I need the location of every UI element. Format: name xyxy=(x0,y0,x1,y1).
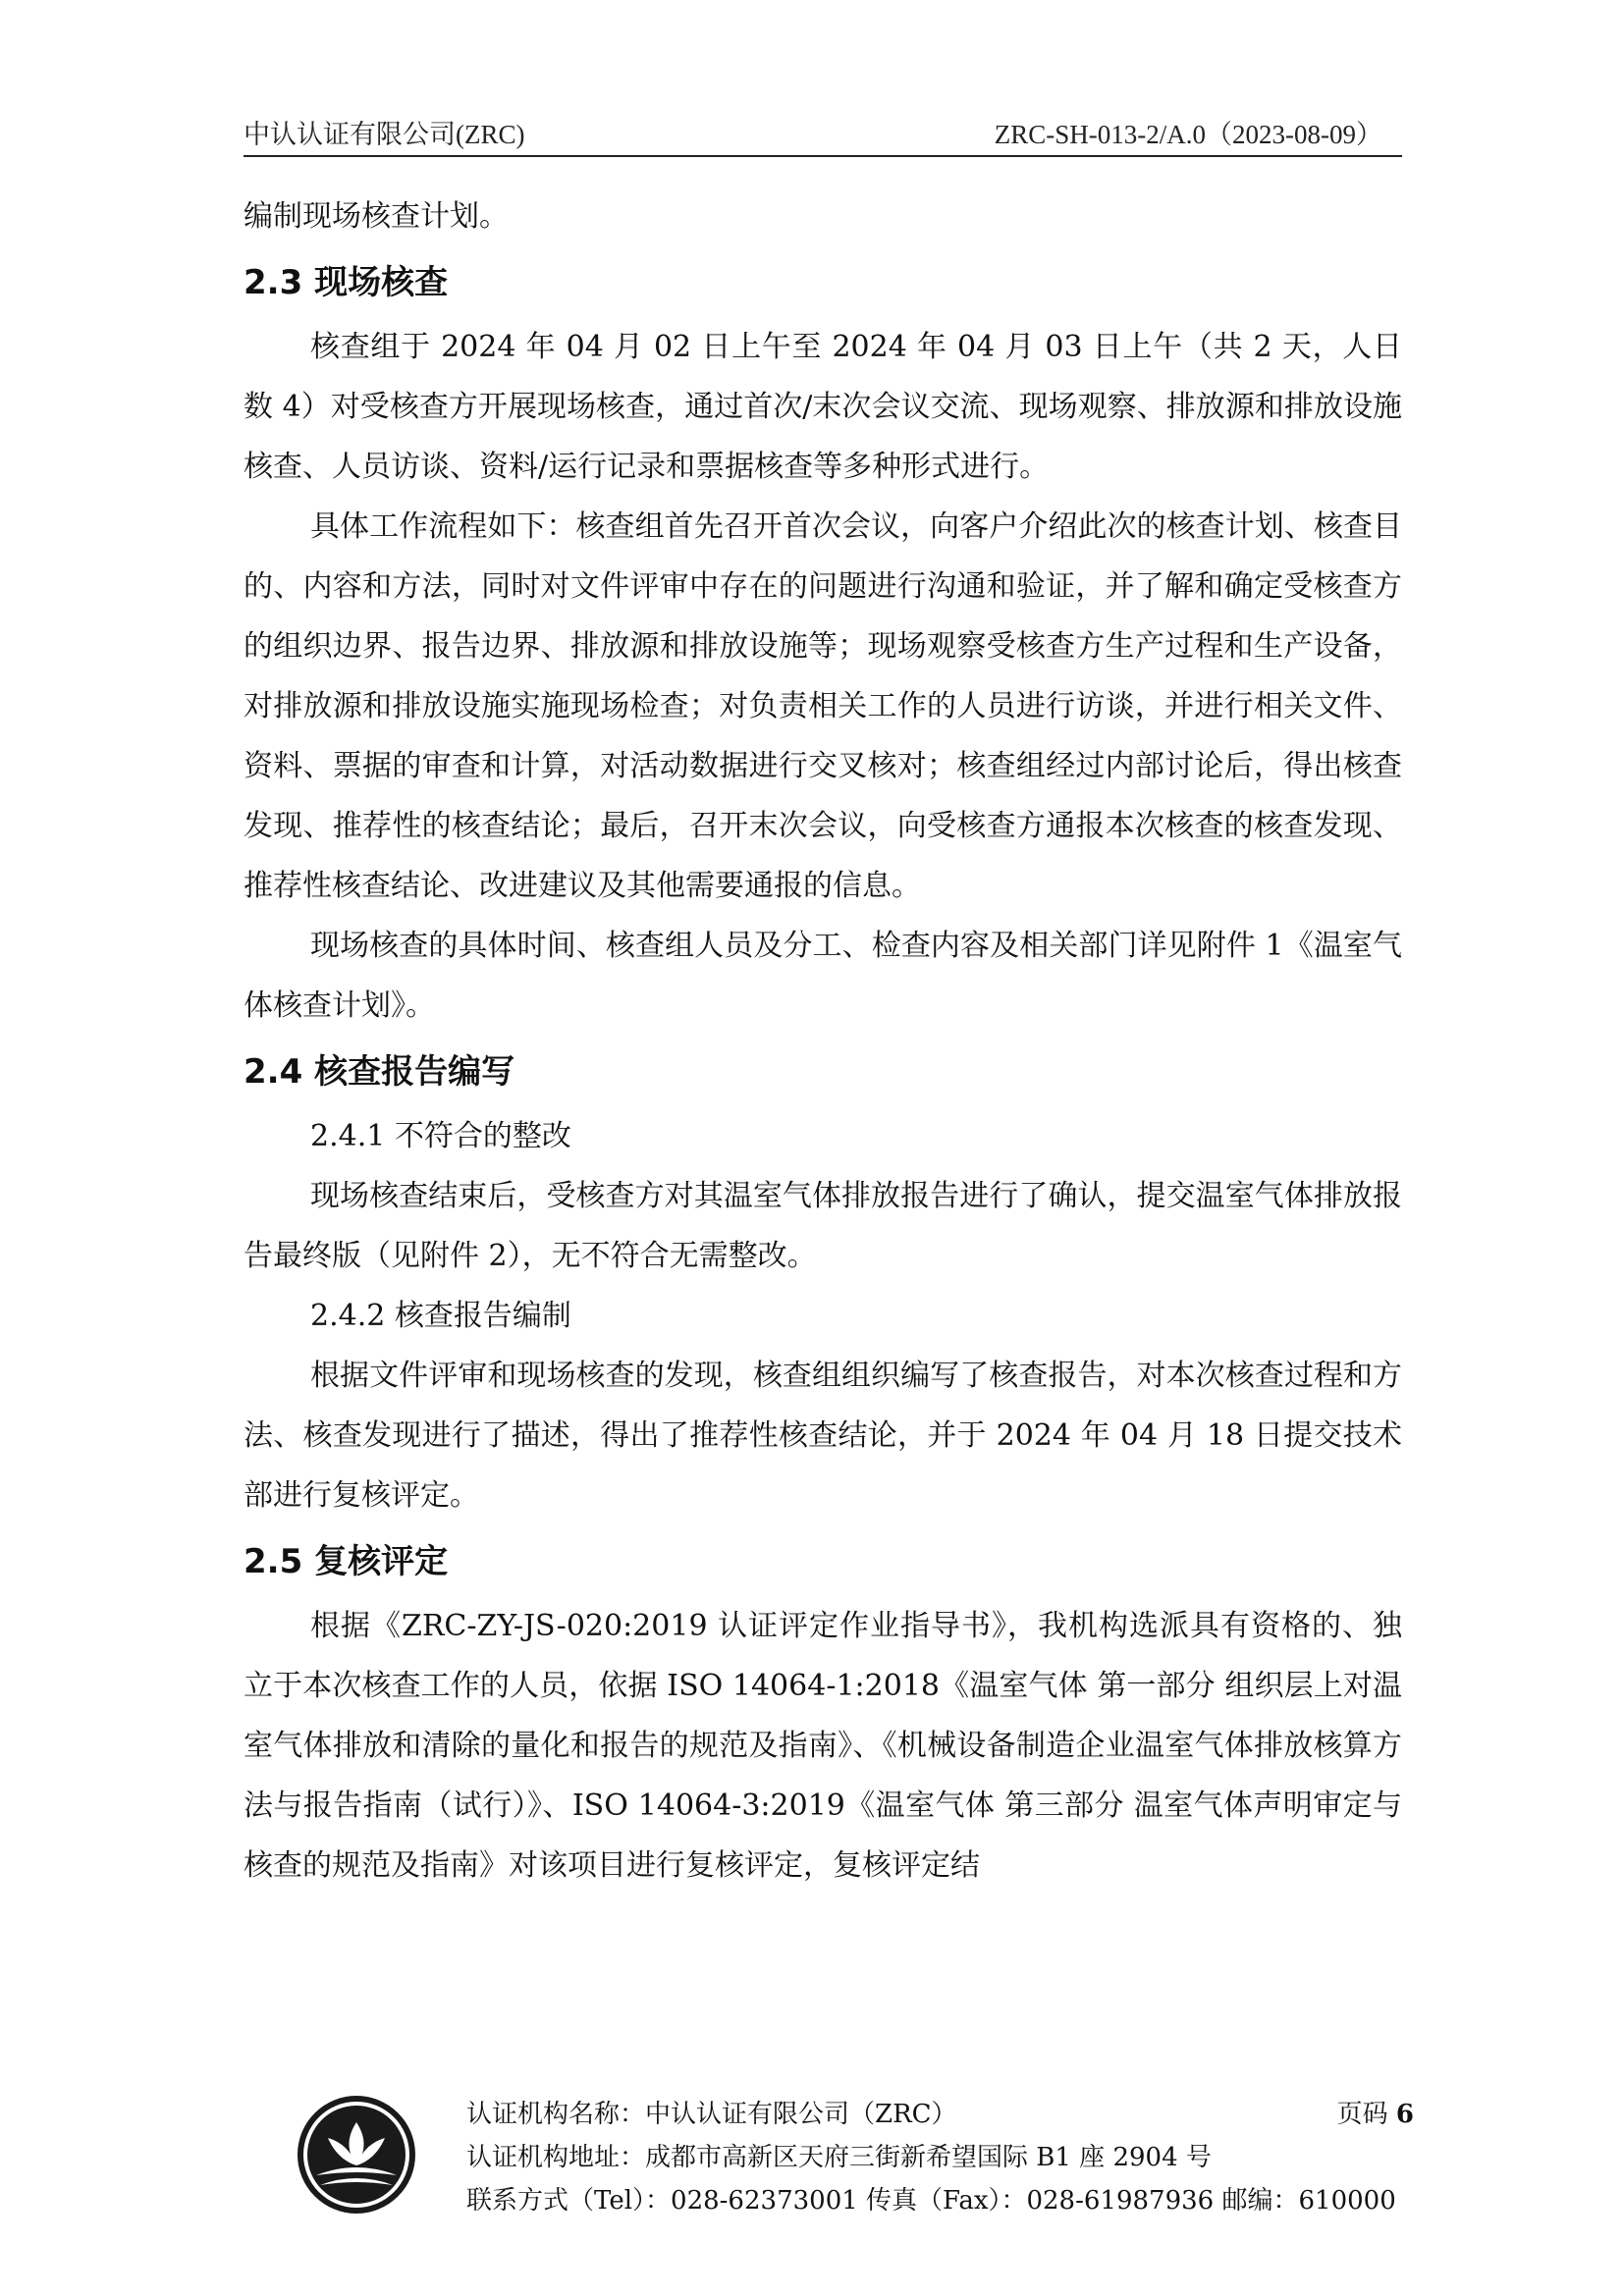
page-number xyxy=(1337,2093,1414,2136)
paragraph-onsite-schedule: 核查组于 2024 年 04 月 02 日上午至 2024 年 04 月 03 日上午（共 2 天，人日数 4）对受核查方开展现场核查，通过首次/末次会议交流、现场观察、排放源和排放设施核查、人员访谈、资料/运行记录和票据核查等多种形式进行。 xyxy=(243,330,1402,484)
paragraph-workflow: 具体工作流程如下：核查组首先召开首次会议，向客户介绍此次的核查计划、核查目的、内容和方法，同时对文件评审中存在的问题进行沟通和验证，并了解和确定受核查方的组织边界、报告边界、排放源和排放设施等；现场观察受核查方生产过程和生产设备，对排放源和排放设施实施现场检查；对负责相关工作的人员进行访谈，并进行相关文件、资料、票据的审查和计算，对活动数据进行交叉核对；核查组经过内部讨论后，得出核查发现、推荐性的核查结论；最后，召开末次会议，向受核查方通报本次核查的核查发现、推荐性核查结论、改进建议及其他需要通报的信息。 xyxy=(243,509,1402,903)
page-footer xyxy=(295,2093,1414,2240)
paragraph-continuation: 编制现场核查计划。 xyxy=(243,199,509,234)
footer-org-address: 认证机构地址：成都市高新区天府三街新希望国际 B1 座 2904 号 xyxy=(466,2143,1212,2172)
footer-org-name: 认证机构名称：中认认证有限公司（ZRC） xyxy=(466,2100,957,2129)
paragraph-review: 根据《ZRC-ZY-JS-020:2019 认证评定作业指导书》，我机构选派具有资格的、独立于本次核查工作的人员，依据 ISO 14064-1:2018《温室气体 第一部分 组织层上对温室气体排放和清除的量化和报告的规范及指南》、《机械设备制造企业温室气体排放核算方法与报告指南（试行）》、ISO 14064-3:2019《温室气体 第三部分 温室气体声明审定与核查的规范及指南》对该项目进行复核评定，复核评定结 xyxy=(243,1609,1402,1883)
page-number-label: 页码 xyxy=(1336,2100,1388,2129)
page-header xyxy=(243,116,1402,157)
header-doc-code: ZRC-SH-013-2/A.0（2023-08-09） xyxy=(994,120,1382,149)
paragraph-appendix-1: 现场核查的具体时间、核查组人员及分工、检查内容及相关部门详见附件 1《温室气体核查计划》。 xyxy=(243,929,1402,1023)
subsection-heading-2-4-1: 2.4.1 不符合的整改 xyxy=(310,1119,571,1153)
section-heading-2-5: 2.5 复核评定 xyxy=(243,1542,449,1581)
section-heading-2-3: 2.3 现场核查 xyxy=(243,263,449,302)
footer-contact: 联系方式（Tel）：028-62373001 传真（Fax）：028-61987936 邮编：610000 xyxy=(466,2186,1396,2216)
paragraph-rectification: 现场核查结束后，受核查方对其温室气体排放报告进行了确认，提交温室气体排放报告最终版（见附件 2），无不符合无需整改。 xyxy=(243,1179,1402,1273)
section-heading-2-4: 2.4 核查报告编写 xyxy=(243,1052,515,1092)
header-company: 中认认证有限公司(ZRC) xyxy=(243,120,525,149)
page-number-value: 6 xyxy=(1395,2100,1414,2129)
subsection-heading-2-4-2: 2.4.2 核查报告编制 xyxy=(310,1299,571,1333)
document-body xyxy=(243,187,1402,1896)
paragraph-report-compilation: 根据文件评审和现场核查的发现，核查组组织编写了核查报告，对本次核查过程和方法、核查发现进行了描述，得出了推荐性核查结论，并于 2024 年 04 月 18 日提交技术部进行复核评定。 xyxy=(243,1359,1402,1513)
zrc-logo-icon xyxy=(295,2093,418,2216)
